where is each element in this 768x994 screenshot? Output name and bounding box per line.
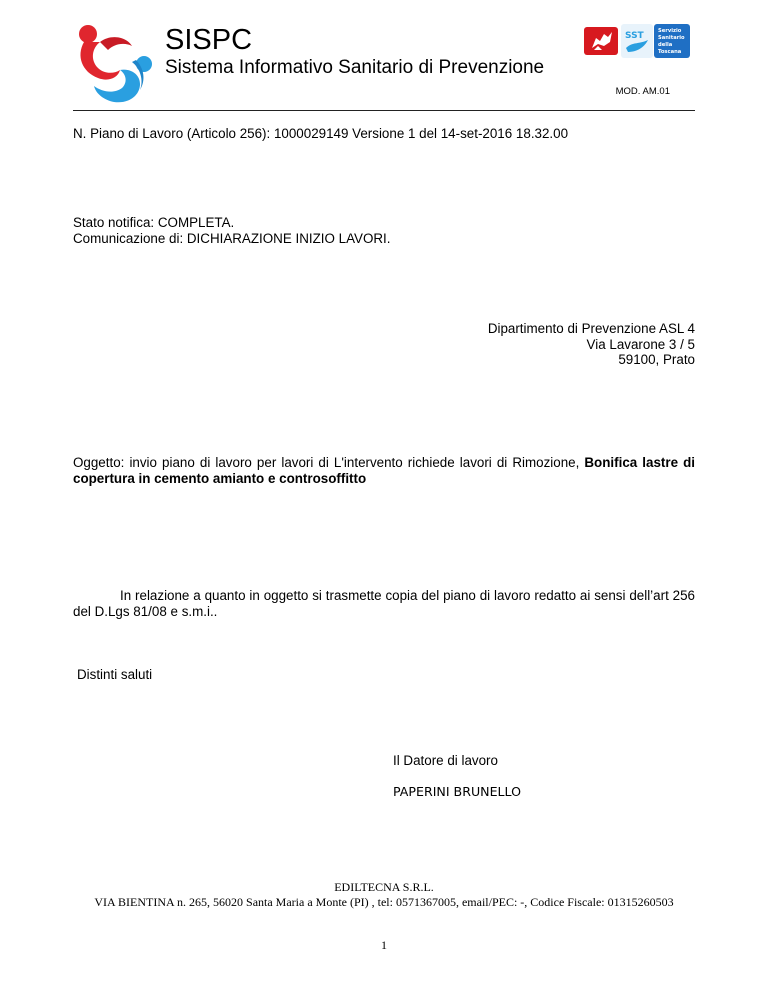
ssr-badge-line-3: della	[658, 42, 673, 48]
header-badges	[584, 24, 690, 58]
address-line-2: Via Lavarone 3 / 5	[586, 336, 695, 352]
ssr-badge-line-1: Servizio	[658, 28, 682, 34]
recipient-address	[488, 321, 695, 368]
signatory-name: PAPERINI BRUNELLO	[393, 784, 522, 799]
comunicazione: Comunicazione di: DICHIARAZIONE INIZIO LAVORI.	[73, 231, 391, 246]
address-line-1: Dipartimento di Prevenzione ASL 4	[487, 321, 695, 336]
oggetto-bold: Bonifica lastre di copertura in cemento amianto e controsoffitto	[73, 455, 695, 486]
header-divider	[73, 110, 695, 111]
relazione-paragraph: In relazione a quanto in oggetto si trasmette copia del piano di lavoro redatto ai sensi dell’art 256 del D.Lgs 81/08 e s.m.i..	[73, 588, 695, 619]
footer-company: EDILTECNA S.R.L.	[334, 880, 434, 894]
regione-toscana-pegasus-icon	[584, 27, 618, 55]
address-line-3: 59100, Prato	[618, 352, 695, 367]
servizio-sanitario-toscana-icon	[621, 24, 690, 58]
page-number: 1	[381, 938, 387, 952]
signatory-label: Il Datore di lavoro	[393, 753, 498, 768]
oggetto-prefix: Oggetto: invio piano di lavoro per lavori di L'intervento richiede lavori di Rimozione,	[73, 455, 585, 470]
oggetto-paragraph	[73, 455, 695, 486]
ssr-badge-line-4: Toscana	[658, 49, 682, 55]
ssr-badge-short: SST	[625, 31, 644, 41]
piano-lavoro-line: N. Piano di Lavoro (Articolo 256): 1000029149 Versione 1 del 14-set-2016 18.32.00	[73, 126, 569, 141]
stato-notifica: Stato notifica: COMPLETA.	[73, 215, 235, 230]
footer	[0, 880, 768, 909]
brand-title: SISPC	[165, 24, 253, 56]
sispc-logo-icon	[74, 22, 160, 108]
brand-subtitle: Sistema Informativo Sanitario di Prevenzione	[165, 57, 545, 78]
footer-details: VIA BIENTINA n. 265, 56020 Santa Maria a Monte (PI) , tel: 0571367005, email/PEC: -, Codice Fiscale: 01315260503	[94, 894, 674, 909]
mod-code: MOD. AM.01	[615, 86, 670, 97]
closing-salutation: Distinti saluti	[77, 667, 153, 682]
ssr-badge-line-2: Sanitario	[658, 35, 685, 41]
